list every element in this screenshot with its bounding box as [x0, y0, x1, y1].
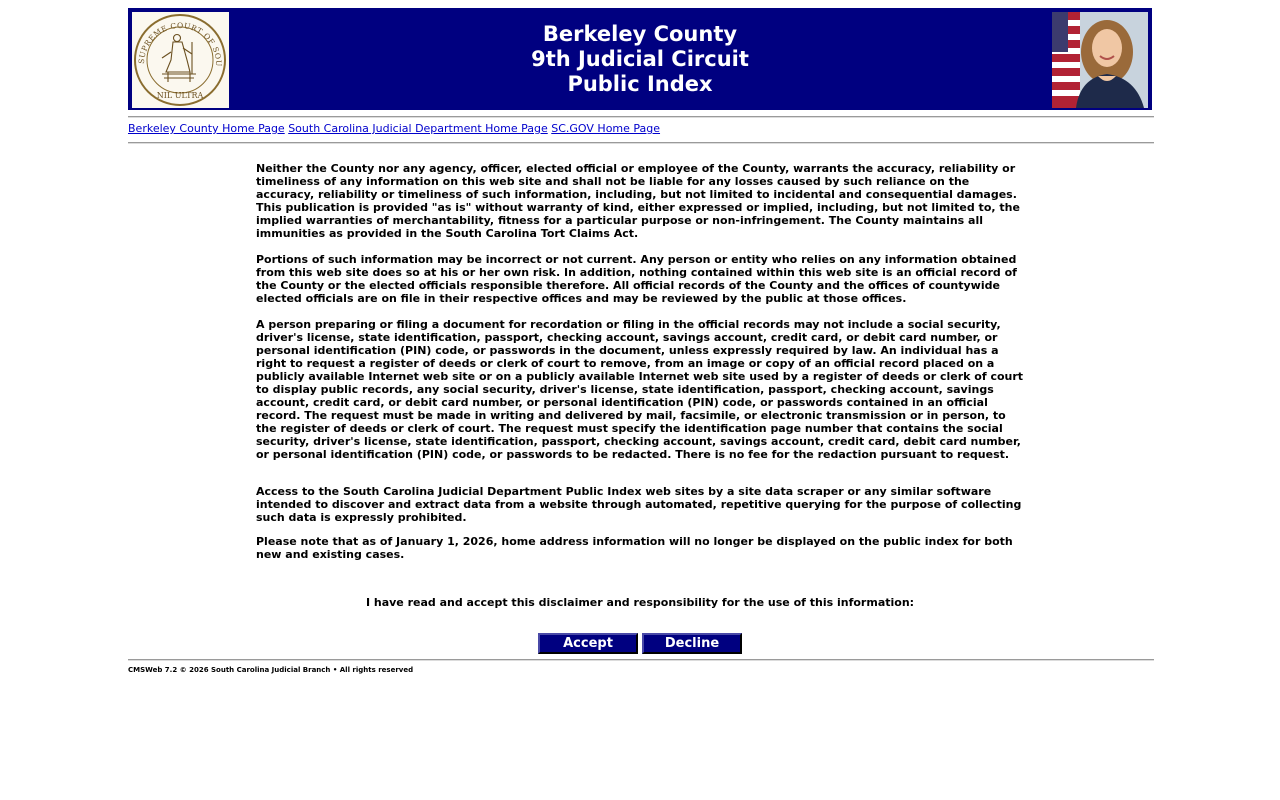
title-circuit: 9th Judicial Circuit: [531, 47, 749, 71]
footer-copyright: CMSWeb 7.2 © 2026 South Carolina Judicial Branch • All rights reserved: [128, 666, 414, 674]
footer-divider: [128, 659, 1154, 661]
seal-motto: NIL ULTRA: [156, 91, 204, 100]
accept-prompt: I have read and accept this disclaimer and responsibility for the use of this information:: [365, 596, 915, 609]
portrait-image: [1052, 12, 1148, 108]
decline-button[interactable]: Decline: [642, 633, 742, 654]
links-divider: [128, 142, 1154, 144]
seal-icon: [132, 12, 229, 108]
disclaimer-paragraph-accuracy: Portions of such information may be incorrect or not current. Any person or entity who relies on any information obtained from this web site does so at his or her own risk. In addition, nothing contained within this web site is an official record of the County or the elected officials responsible therefore. All official records of the County and the offices of countywide elected officials are on file in their respective offices and may be reviewed by the public at those offices.: [256, 253, 1017, 305]
disclaimer-paragraph-redaction: A person preparing or filing a document for recordation or filing in the official records may not include a social security, driver's license, state identification, passport, checking account, savings account, credit card, or debit card number, or personal identification (PIN) code, or passwords in the document, unless expressly required by law. An individual has a right to request a register of deeds or clerk of court to remove, from an image or copy of an official record placed on a publicly available Internet web site or on a publicly available Internet web site used by a register of deeds or clerk of court to display public records, any social security, driver's license, state identification, passport, checking account, savings account, credit card, or debit card number, or personal identification (PIN) code, or passwords contained in an official record. The request must be made in writing and delivered by mail, facsimile, or electronic transmission or in person, to the register of deeds or clerk of court. The request must specify the identification page number that contains the social security, driver's license, state identification, passport, checking account, savings account, credit card, debit card number, or personal identification (PIN) code, or passwords to be redacted. There is no fee for the redaction pursuant to request.: [256, 318, 1024, 461]
seal-arc-text: SUPREME COURT OF SOU: [136, 20, 224, 67]
disclaimer-paragraph-scraping: Access to the South Carolina Judicial Department Public Index web sites by a site data scraper or any similar software intended to discover and extract data from a website through automated, repetitive querying for the purpose of collecting such data is expressly prohibited.: [256, 485, 1022, 524]
title-county: Berkeley County: [542, 22, 738, 46]
svg-text:SUPREME COURT OF SOUTH CAROLIN: [132, 12, 223, 67]
title-public-index: Public Index: [567, 72, 713, 96]
nav-links-bar: [128, 122, 660, 136]
link-berkeley-county-home[interactable]: Berkeley County Home Page: [128, 122, 285, 135]
disclaimer-paragraph-warranty: Neither the County nor any agency, officer, elected official or employee of the County, warrants the accuracy, reliability or timeliness of any information on this web site and shall not be liable for any losses caused by such reliance on the accuracy, reliability or timeliness of such information, including, but not limited to incidental and consequential damages. This publication is provided "as is" without warranty of kind, either expressed or implied, including, but not limited to, the implied warranties of merchantability, fitness for a particular purpose or non-infringement. The County maintains all immunities as provided in the South Carolina Tort Claims Act.: [256, 162, 1020, 240]
top-divider: [128, 116, 1154, 118]
link-sc-gov-home[interactable]: SC.GOV Home Page: [551, 122, 661, 135]
page-title: [230, 22, 1050, 97]
button-row: [538, 633, 742, 654]
link-sc-judicial-department-home[interactable]: South Carolina Judicial Department Home Page: [288, 122, 548, 135]
accept-button[interactable]: Accept: [538, 633, 638, 654]
disclaimer-text: [256, 162, 1026, 574]
supreme-court-seal-logo: [132, 12, 229, 108]
header-banner: [128, 8, 1152, 110]
disclaimer-paragraph-home-address: Please note that as of January 1, 2026, home address information will no longer be displayed on the public index for both new and existing cases.: [256, 535, 1013, 561]
clerk-portrait-photo: [1052, 12, 1148, 108]
